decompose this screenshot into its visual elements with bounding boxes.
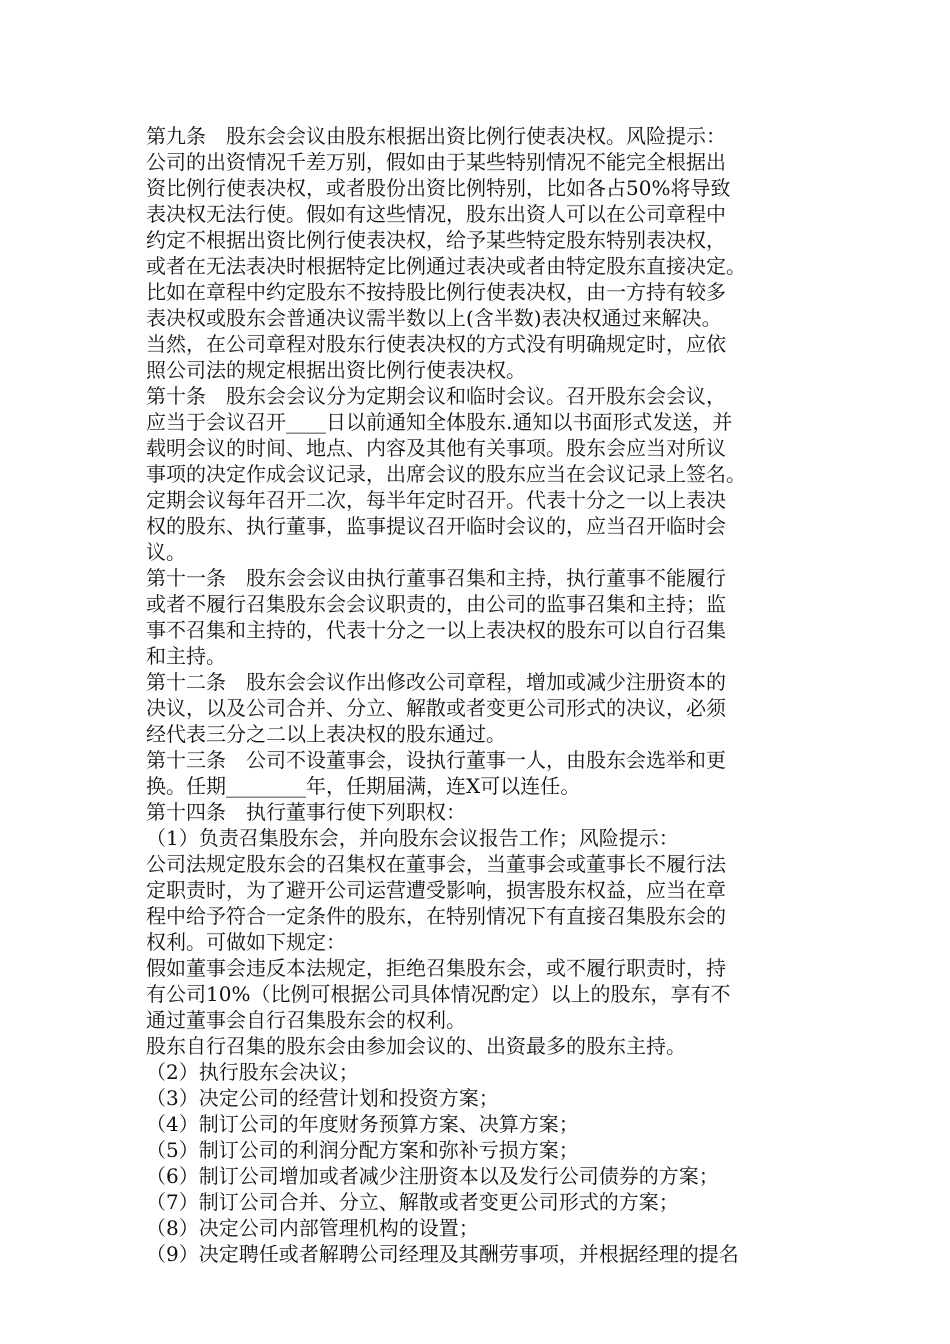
text-line: 公司法规定股东会的召集权在董事会，当董事会或董事长不履行法: [146, 852, 726, 876]
text-line: 假如董事会违反本法规定，拒绝召集股东会，或不履行职责时，持: [146, 956, 726, 980]
text-line: （2）执行股东会决议；: [146, 1060, 359, 1084]
text-line: （9）决定聘任或者解聘公司经理及其酬劳事项，并根据经理的提名: [146, 1242, 739, 1266]
text-line: 表决权或股东会普通决议需半数以上(含半数)表决权通过来解决。: [146, 306, 722, 330]
text-line: （1）负责召集股东会，并向股东会议报告工作；风险提示：: [146, 826, 679, 850]
text-line: 约定不根据出资比例行使表决权，给予某些特定股东特别表决权，: [146, 228, 726, 252]
text-line: 权利。可做如下规定：: [146, 930, 346, 954]
text-line: 或者不履行召集股东会会议职责的，由公司的监事召集和主持；监: [146, 592, 726, 616]
text-line: 应当于会议召开____日以前通知全体股东.通知以书面形式发送，并: [146, 410, 733, 434]
text-line: 第十四条 执行董事行使下列职权：: [146, 800, 466, 824]
text-line: 通过董事会自行召集股东会的权利。: [146, 1008, 466, 1032]
text-line: （6）制订公司增加或者减少注册资本以及发行公司债券的方案；: [146, 1164, 719, 1188]
text-line: （4）制订公司的年度财务预算方案、决算方案；: [146, 1112, 579, 1136]
text-line: 第十二条 股东会会议作出修改公司章程，增加或减少注册资本的: [146, 670, 726, 694]
text-line: 事不召集和主持的，代表十分之一以上表决权的股东可以自行召集: [146, 618, 726, 642]
text-line: 定职责时，为了避开公司运营遭受影响，损害股东权益，应当在章: [146, 878, 726, 902]
text-line: 股东自行召集的股东会由参加会议的、出资最多的股东主持。: [146, 1034, 686, 1058]
text-line: 比如在章程中约定股东不按持股比例行使表决权，由一方持有较多: [146, 280, 726, 304]
text-line: 议。: [146, 540, 186, 564]
text-line: 和主持。: [146, 644, 226, 668]
document-page: [146, 123, 814, 1267]
text-line: （8）决定公司内部管理机构的设置；: [146, 1216, 479, 1240]
text-line: 公司的出资情况千差万别，假如由于某些特别情况不能完全根据出: [146, 150, 726, 174]
text-line: 第十三条 公司不设董事会，设执行董事一人，由股东会选举和更: [146, 748, 726, 772]
text-line: 换。任期________年，任期届满，连X可以连任。: [146, 774, 581, 798]
text-line: 事项的决定作成会议记录，出席会议的股东应当在会议记录上签名。: [146, 462, 746, 486]
text-line: 定期会议每年召开二次，每半年定时召开。代表十分之一以上表决: [146, 488, 726, 512]
text-line: 决议，以及公司合并、分立、解散或者变更公司形式的决议，必须: [146, 696, 726, 720]
text-line: 有公司10%（比例可根据公司具体情况酌定）以上的股东，享有不: [146, 982, 731, 1006]
text-line: （3）决定公司的经营计划和投资方案；: [146, 1086, 499, 1110]
text-line: 资比例行使表决权，或者股份出资比例特别，比如各占50%将导致: [146, 176, 731, 200]
text-line: 表决权无法行使。假如有这些情况，股东出资人可以在公司章程中: [146, 202, 726, 226]
text-line: （5）制订公司的利润分配方案和弥补亏损方案；: [146, 1138, 579, 1162]
text-line: 照公司法的规定根据出资比例行使表决权。: [146, 358, 526, 382]
text-line: 载明会议的时间、地点、内容及其他有关事项。股东会应当对所议: [146, 436, 726, 460]
text-line: 权的股东、执行董事，监事提议召开临时会议的，应当召开临时会: [146, 514, 726, 538]
text-line: 程中给予符合一定条件的股东，在特别情况下有直接召集股东会的: [146, 904, 726, 928]
text-line: （7）制订公司合并、分立、解散或者变更公司形式的方案；: [146, 1190, 679, 1214]
text-line: 第九条 股东会会议由股东根据出资比例行使表决权。风险提示：: [146, 124, 726, 148]
text-line: 经代表三分之二以上表决权的股东通过。: [146, 722, 506, 746]
text-line: 第十一条 股东会会议由执行董事召集和主持，执行董事不能履行: [146, 566, 726, 590]
text-line: 当然，在公司章程对股东行使表决权的方式没有明确规定时，应依: [146, 332, 726, 356]
text-line: 第十条 股东会会议分为定期会议和临时会议。召开股东会会议，: [146, 384, 726, 408]
text-line: 或者在无法表决时根据特定比例通过表决或者由特定股东直接决定。: [146, 254, 746, 278]
